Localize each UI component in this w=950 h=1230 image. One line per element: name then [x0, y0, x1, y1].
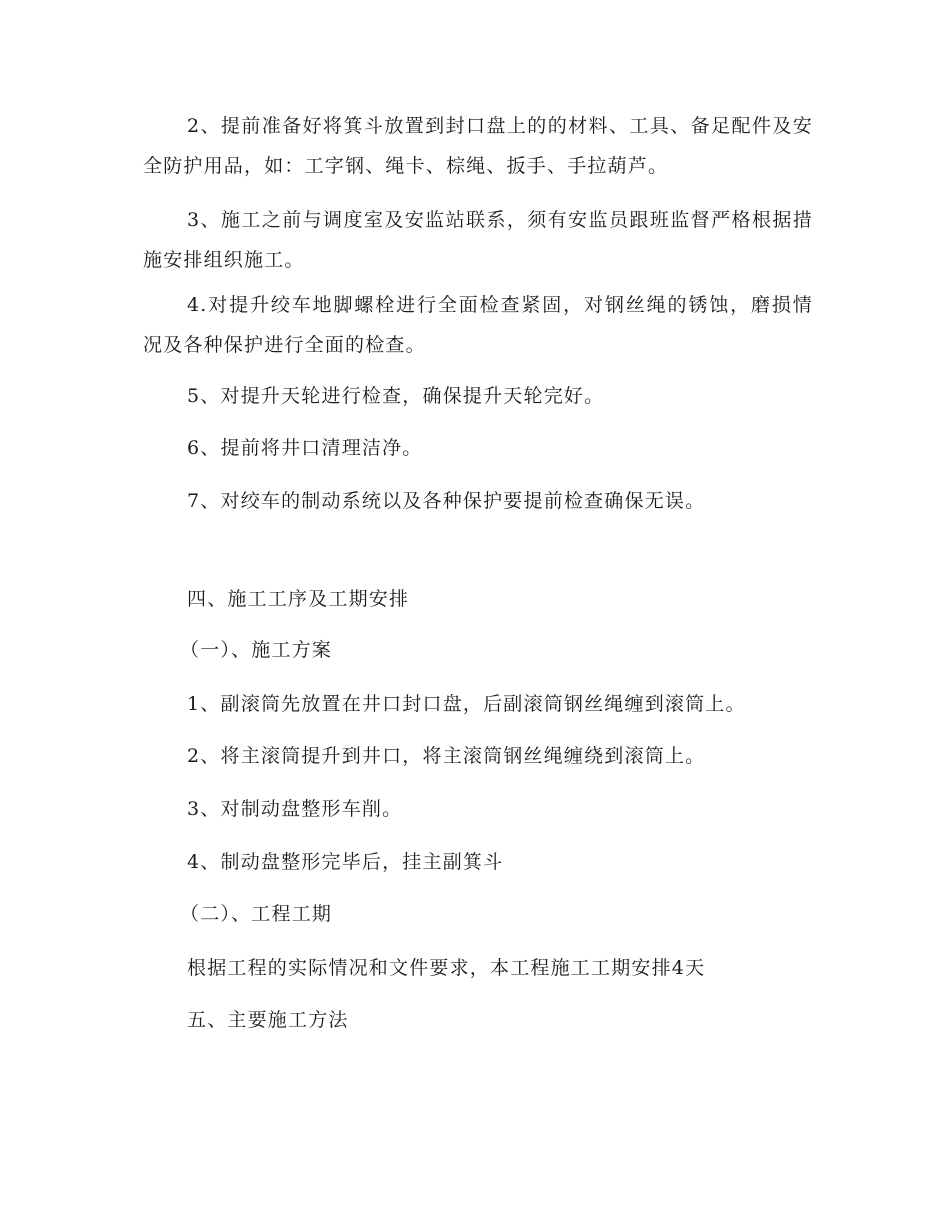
section-4-heading: 四、施工工序及工期安排: [187, 588, 410, 610]
plan-item-4: 4、制动盘整形完毕后，挂主副箕斗: [187, 851, 504, 873]
plan-item-3: 3、对制动盘整形车削。: [187, 798, 403, 820]
paragraph-item-5: 5、对提升天轮进行检查，确保提升天轮完好。: [187, 385, 605, 407]
section-5-heading: 五、主要施工方法: [187, 1009, 349, 1031]
schedule-text: 根据工程的实际情况和文件要求，本工程施工工期安排4天: [187, 957, 706, 979]
paragraph-item-6: 6、提前将井口清理洁净。: [187, 437, 423, 459]
subsection-1-heading: （一）、施工方案: [180, 639, 333, 661]
paragraph-item-4: 4.对提升绞车地脚螺栓进行全面检查紧固，对钢丝绳的锈蚀，磨损情况及各种保护进行全面的检查。: [143, 294, 813, 356]
plan-item-2: 2、将主滚筒提升到井口，将主滚筒钢丝绳缠绕到滚筒上。: [187, 745, 706, 767]
paragraph-item-2: 2、提前准备好将箕斗放置到封口盘上的的材料、工具、备足配件及安全防护用品，如：工字钢、绳卡、棕绳、扳手、手拉葫芦。: [143, 115, 813, 177]
paragraph-item-7: 7、对绞车的制动系统以及各种保护要提前检查确保无误。: [187, 490, 706, 512]
paragraph-item-3: 3、施工之前与调度室及安监站联系，须有安监员跟班监督严格根据措施安排组织施工。: [143, 209, 813, 271]
plan-item-1: 1、副滚筒先放置在井口封口盘，后副滚筒钢丝绳缠到滚筒上。: [187, 693, 746, 715]
subsection-2-heading: （二）、工程工期: [180, 903, 333, 925]
